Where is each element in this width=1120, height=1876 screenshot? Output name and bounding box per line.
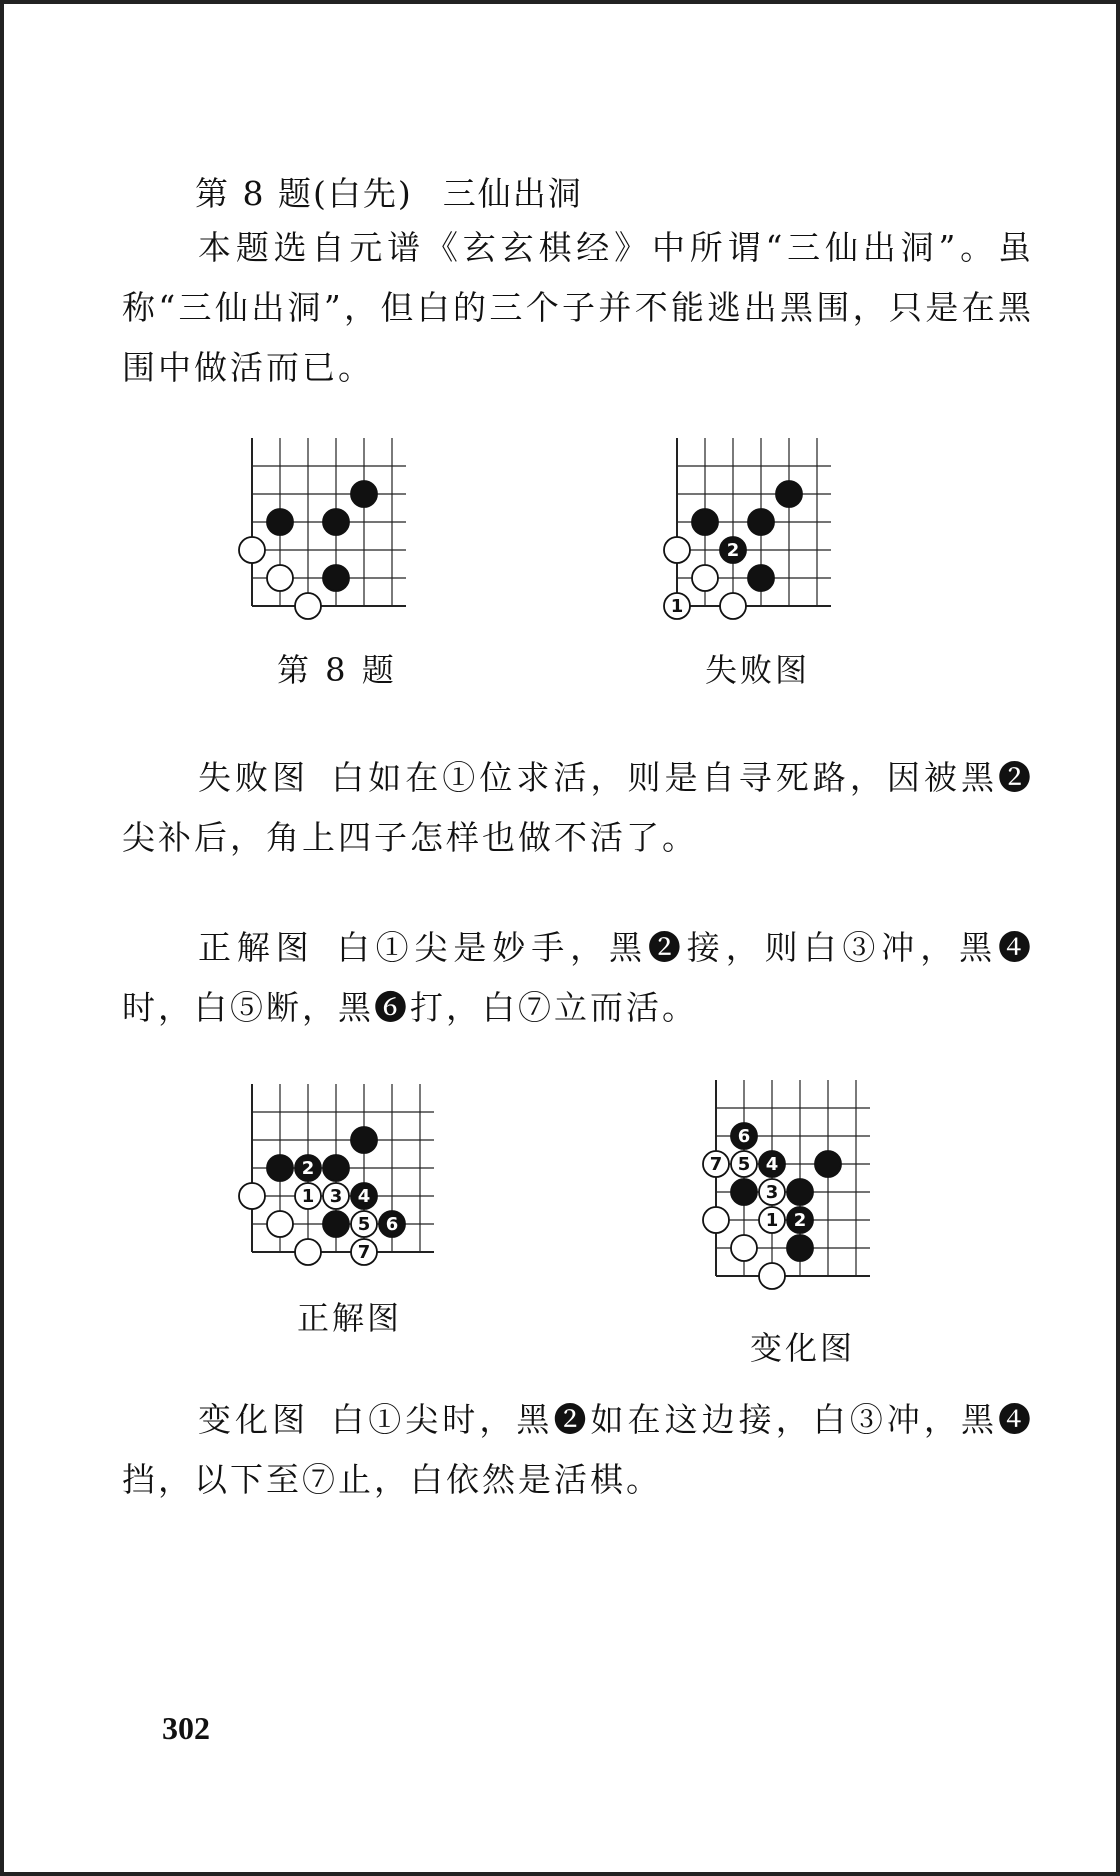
black-stone <box>323 1155 349 1181</box>
black-stone <box>379 1211 405 1237</box>
move-number: 3 <box>329 1186 343 1207</box>
black-stone <box>787 1235 813 1261</box>
white-stone <box>351 1239 377 1265</box>
white-stone <box>664 593 690 619</box>
black-stone <box>787 1207 813 1233</box>
fail-label: 失败图 <box>198 758 310 797</box>
correct-paragraph <box>122 918 1034 1038</box>
correct-diagram <box>236 1084 476 1284</box>
white-stone <box>267 565 293 591</box>
white-stone <box>731 1235 757 1261</box>
black-stone <box>323 1211 349 1237</box>
black-stone <box>267 1155 293 1181</box>
black-stone <box>351 481 377 507</box>
white-stone <box>759 1263 785 1289</box>
white-stone <box>759 1179 785 1205</box>
fail-paragraph <box>122 748 1034 868</box>
problem-diagram <box>236 438 446 638</box>
white-stone <box>692 565 718 591</box>
move-number: 5 <box>357 1214 371 1235</box>
correct-text: 白①尖是妙手，黑❷接，则白③冲，黑❹时，白⑤断，黑❻打，白⑦立而活。 <box>122 928 1035 1027</box>
black-stone <box>731 1179 757 1205</box>
white-stone <box>239 537 265 563</box>
white-stone <box>703 1207 729 1233</box>
correct-label: 正解图 <box>198 928 315 967</box>
black-stone <box>748 565 774 591</box>
intro-paragraph: 本题选自元谱《玄玄棋经》中所谓“三仙出洞”。虽称“三仙出洞”，但白的三个子并不能逃出黑围，只是在黑围中做活而已。 <box>122 228 1034 387</box>
variation-diagram <box>700 1080 910 1310</box>
problem-name: 三仙出洞 <box>442 174 583 213</box>
white-stone <box>351 1211 377 1237</box>
variation-label: 变化图 <box>198 1400 310 1439</box>
move-number: 7 <box>709 1154 723 1175</box>
black-stone <box>815 1151 841 1177</box>
black-stone <box>720 537 746 563</box>
move-number: 3 <box>765 1182 779 1203</box>
variation-text: 白①尖时，黑❷如在这边接，白③冲，黑❹挡，以下至⑦止，白依然是活棋。 <box>122 1400 1035 1499</box>
move-number: 6 <box>385 1214 399 1235</box>
white-stone <box>295 1183 321 1209</box>
variation-diagram-caption: 变化图 <box>750 1329 856 1367</box>
white-stone <box>759 1207 785 1233</box>
move-number: 1 <box>670 596 684 617</box>
fail-diagram <box>661 438 871 638</box>
white-stone <box>295 593 321 619</box>
black-stone <box>351 1127 377 1153</box>
move-number: 7 <box>357 1242 371 1263</box>
correct-diagram-caption: 正解图 <box>297 1299 403 1337</box>
white-stone <box>295 1239 321 1265</box>
black-stone <box>692 509 718 535</box>
move-number: 2 <box>726 540 740 561</box>
black-stone <box>351 1183 377 1209</box>
problem-heading: 第 8 题(白先) <box>195 174 413 213</box>
fail-text: 白如在①位求活，则是自寻死路，因被黑❷尖补后，角上四子怎样也做不活了。 <box>122 758 1035 857</box>
move-number: 2 <box>793 1210 807 1231</box>
move-number: 2 <box>301 1158 315 1179</box>
variation-paragraph <box>122 1390 1034 1510</box>
page-number: 302 <box>162 1710 210 1746</box>
move-number: 6 <box>737 1126 751 1147</box>
problem-title <box>195 168 583 215</box>
black-stone <box>776 481 802 507</box>
problem-diagram-caption: 第 8 题 <box>277 651 397 689</box>
move-number: 5 <box>737 1154 751 1175</box>
black-stone <box>759 1151 785 1177</box>
black-stone <box>295 1155 321 1181</box>
white-stone <box>323 1183 349 1209</box>
white-stone <box>720 593 746 619</box>
white-stone <box>731 1151 757 1177</box>
black-stone <box>323 565 349 591</box>
white-stone <box>267 1211 293 1237</box>
black-stone <box>748 509 774 535</box>
move-number: 1 <box>301 1186 315 1207</box>
fail-diagram-caption: 失败图 <box>705 651 811 689</box>
black-stone <box>787 1179 813 1205</box>
white-stone <box>664 537 690 563</box>
white-stone <box>703 1151 729 1177</box>
white-stone <box>239 1183 265 1209</box>
move-number: 4 <box>357 1186 371 1207</box>
move-number: 4 <box>765 1154 779 1175</box>
black-stone <box>323 509 349 535</box>
move-number: 1 <box>765 1210 779 1231</box>
black-stone <box>731 1123 757 1149</box>
black-stone <box>267 509 293 535</box>
